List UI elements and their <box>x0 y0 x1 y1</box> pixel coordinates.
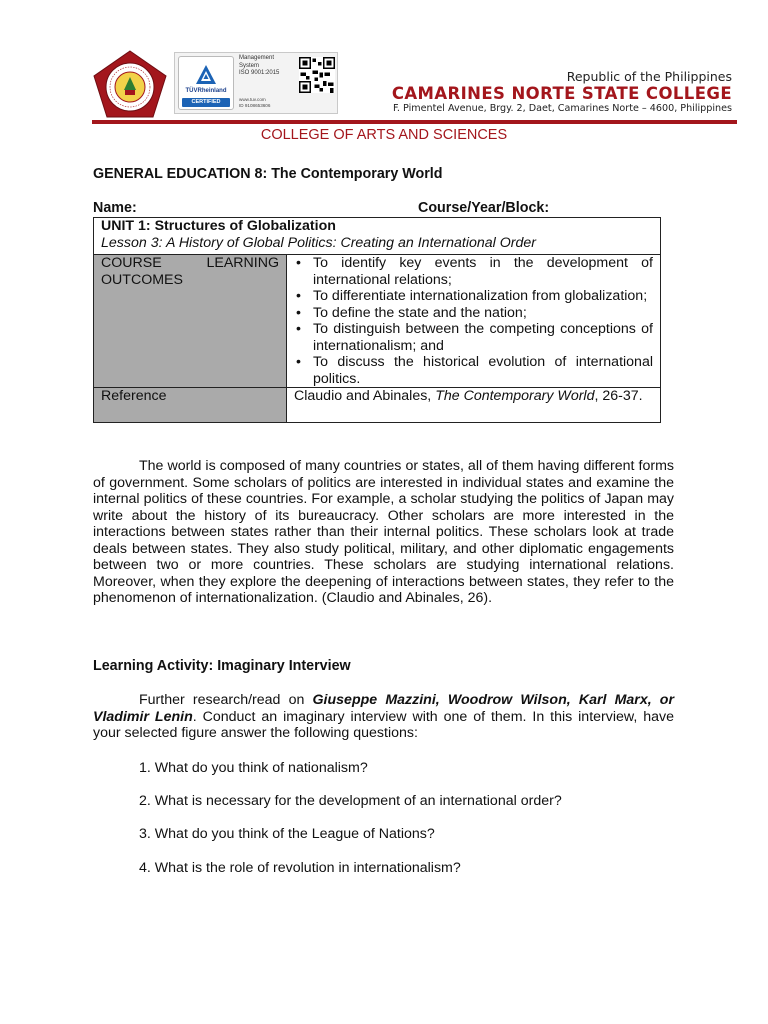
outcomes-label-course: COURSE <box>101 255 162 271</box>
college-seal-icon <box>92 50 168 118</box>
list-item: • To differentiate internationalization from globalization; <box>306 288 653 305</box>
outcomes-list <box>294 255 653 387</box>
activity-title: Learning Activity: Imaginary Interview <box>93 658 351 674</box>
question-item: 3. What do you think of the League of Nations? <box>139 826 435 842</box>
certification-lines: Management System ISO 9001:2015 <box>239 55 280 77</box>
course-title: GENERAL EDUCATION 8: The Contemporary World <box>93 166 443 182</box>
college-name: CAMARINES NORTE STATE COLLEGE <box>391 84 732 103</box>
lesson-title: Lesson 3: A History of Global Politics: Creating an International Order <box>101 234 537 251</box>
certification-id: www.tuv.com ID 9108653606 <box>239 97 271 108</box>
list-item: • To define the state and the nation; <box>306 305 653 322</box>
tuv-brand: TÜVRheinland <box>185 88 227 94</box>
header-divider <box>92 120 737 124</box>
reference-label: Reference <box>94 388 287 423</box>
historical-figures: Giuseppe Mazzini, Woodrow Wilson, Karl Marx, or Vladimir Lenin <box>93 692 674 725</box>
unit-row <box>94 218 661 255</box>
name-label: Name: <box>93 200 137 216</box>
outcomes-label-outcomes: OUTCOMES <box>101 271 183 288</box>
question-item: 1. What do you think of nationalism? <box>139 760 368 776</box>
reference-value: Claudio and Abinales, The Contemporary World, 26-37. <box>287 388 661 423</box>
outcomes-list-cell <box>287 255 661 388</box>
outcomes-label-cell <box>94 255 287 388</box>
unit-cell <box>94 218 661 255</box>
department-title: COLLEGE OF ARTS AND SCIENCES <box>260 127 508 143</box>
course-year-block-label: Course/Year/Block: <box>418 200 550 216</box>
list-item: • To discuss the historical evolution of international politics. <box>306 354 653 387</box>
certified-label: CERTIFIED <box>182 98 230 107</box>
unit-info-table <box>93 217 661 423</box>
qr-code-icon <box>299 57 335 93</box>
intro-paragraph: The world is composed of many countries or states, all of them having different forms of government. Some scholars of politics are interested in individual states and examine the internal politics of these countries. For example, a scholar studying the politics of Japan may write about the history of its bureaucracy. Other scholars are more interested in the interactions between states rather than their internal politics. These scholars look at trade deals between states. They also study political, military, and other diplomatic engagements between two or more countries. These scholars are studying international relations. Moreover, when they explore the deepening of interactions between states, they refer to the phenomenon of internationalization. (Claudio and Abinales, 26). <box>93 458 674 606</box>
reference-book-title: The Contemporary World <box>435 388 595 404</box>
iso-certification-badge <box>174 52 338 114</box>
unit-title: UNIT 1: Structures of Globalization <box>101 218 336 234</box>
question-item: 4. What is the role of revolution in internationalism? <box>139 860 461 876</box>
activity-instructions: Further research/read on Giuseppe Mazzini, Woodrow Wilson, Karl Marx, or Vladimir Lenin. Conduct an imaginary interview with one of them. In this interview, have your selected figure answer the following questions: <box>93 692 674 741</box>
reference-row <box>94 388 661 423</box>
tuv-triangle-icon <box>194 63 218 87</box>
outcomes-label-learning: LEARNING <box>206 255 279 271</box>
outcomes-row <box>94 255 661 388</box>
college-address: F. Pimentel Avenue, Brgy. 2, Daet, Camarines Norte – 4600, Philippines <box>392 103 732 114</box>
tuv-badge <box>178 56 234 110</box>
list-item: • To distinguish between the competing conceptions of internationalism; and <box>306 321 653 354</box>
list-item: • To identify key events in the development of international relations; <box>306 255 653 288</box>
question-item: 2. What is necessary for the development of an international order? <box>139 793 562 809</box>
republic-line: Republic of the Philippines <box>566 69 732 84</box>
